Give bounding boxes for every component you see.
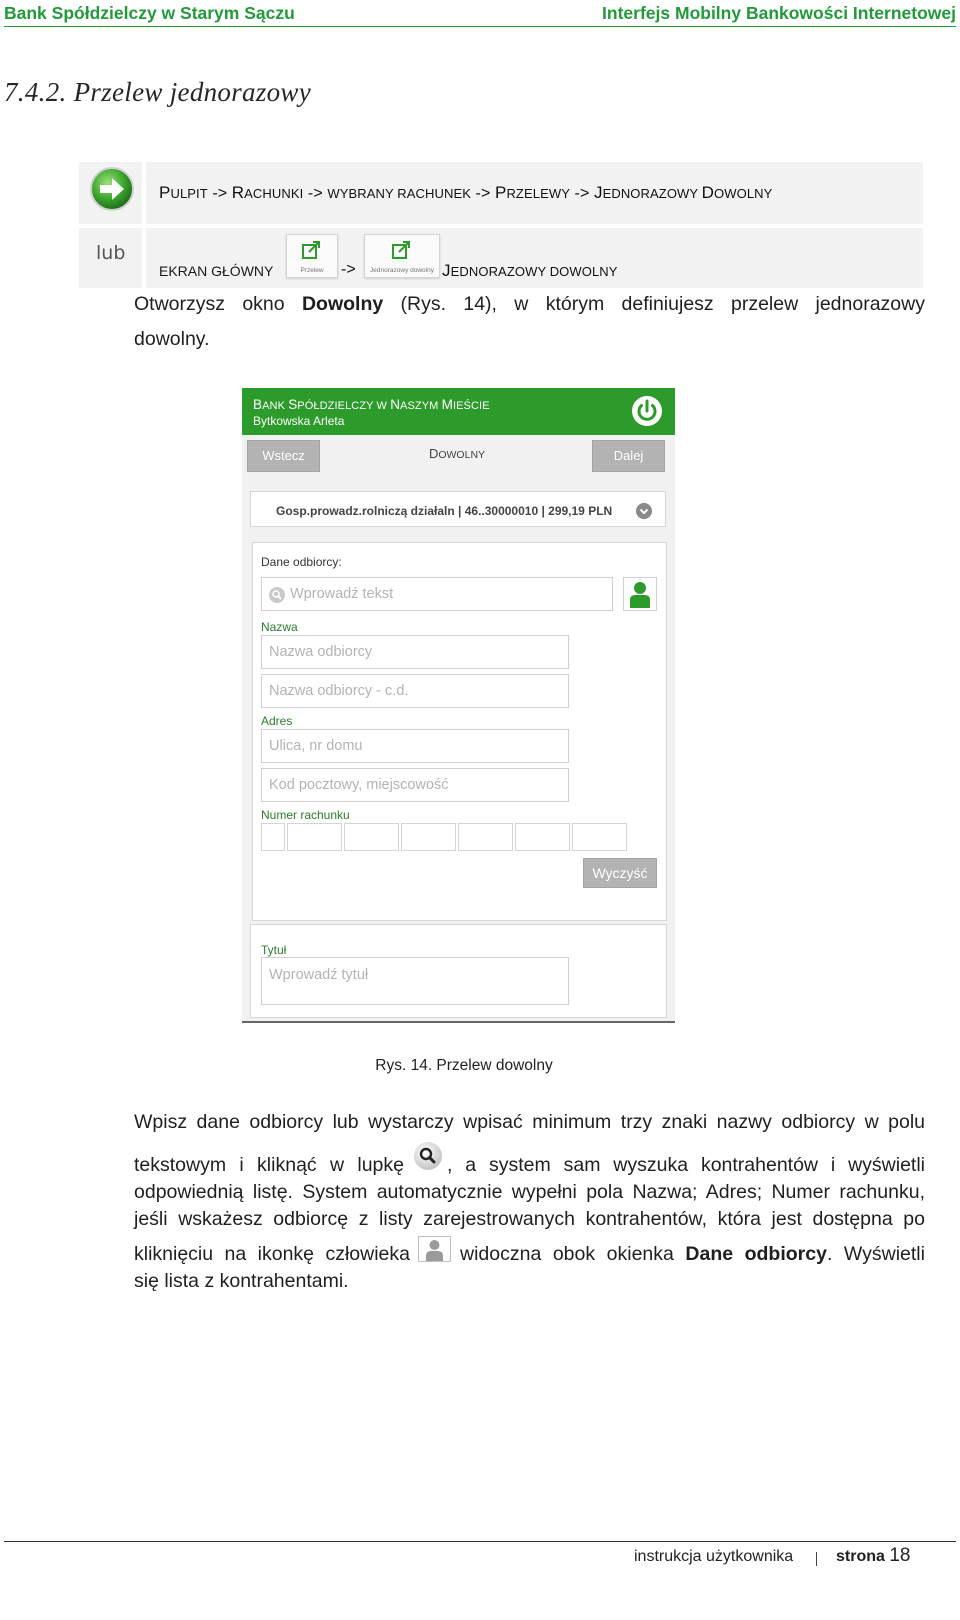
- search-placeholder: Wprowadź tekst: [290, 586, 394, 602]
- recipient-name2-input[interactable]: Nazwa odbiorcy - c.d.: [261, 674, 569, 708]
- app-bank-name: BANK SPÓŁDZIELCZY W NASZYM MIEŚCIE: [253, 397, 490, 412]
- body-line-2b: , a system sam wyszuka kontrahentów i wyświetli: [447, 1154, 925, 1176]
- transfer-icon: [391, 239, 413, 261]
- person-icon: [629, 580, 651, 608]
- next-button[interactable]: Dalej: [592, 440, 665, 472]
- recipient-label: Dane odbiorcy:: [261, 555, 342, 569]
- or-label: lub: [96, 242, 126, 264]
- jednorazowy-tile: [364, 234, 440, 278]
- intro-line-2: dowolny.: [134, 328, 210, 350]
- body-line-5a: kliknięciu na ikonkę człowieka: [134, 1243, 410, 1265]
- app-user-name: Bytkowska Arleta: [253, 414, 345, 428]
- przelew-tile: [286, 234, 338, 278]
- nav-path: PULPIT -> RACHUNKI -> WYBRANY RACHUNEK -> PRZELEWY -> JEDNORAZOWY DOWOLNY: [159, 183, 773, 202]
- account-number-segment[interactable]: [515, 823, 570, 851]
- nav-alt-cell: [146, 228, 923, 288]
- footer-separator: [816, 1552, 817, 1566]
- mobile-screen-mockup: [242, 388, 675, 1023]
- header-doc-title: Interfejs Mobilny Bankowości Internetowej: [602, 3, 956, 23]
- power-icon[interactable]: [631, 395, 663, 427]
- account-number-segment[interactable]: [344, 823, 399, 851]
- account-number-segment[interactable]: [572, 823, 627, 851]
- tile-caption: Jednorazowy dowolny: [370, 267, 434, 274]
- app-header-bar: [242, 388, 675, 435]
- street-input[interactable]: Ulica, nr domu: [261, 729, 569, 763]
- account-select-value: Gosp.prowadz.rolniczą działaln | 46..30000010 | 299,19 PLN: [276, 504, 613, 518]
- nav-icon-cell: [79, 162, 142, 224]
- name-label: Nazwa: [261, 620, 298, 634]
- nav-path-cell: [146, 162, 923, 224]
- transfer-title-input[interactable]: Wprowadź tytuł: [261, 957, 569, 1005]
- title-panel: [250, 924, 667, 1018]
- account-number-segment[interactable]: [458, 823, 513, 851]
- transfer-icon: [301, 239, 323, 261]
- nav-or-cell: [79, 228, 142, 288]
- recipient-panel: [252, 542, 667, 921]
- footer-divider: [4, 1541, 956, 1542]
- body-line-4: jeśli wskażesz odbiorcę z listy zarejestrowanych kontrahentów, która jest dostępna po: [134, 1208, 925, 1230]
- body-line-6: się lista z kontrahentami.: [134, 1270, 349, 1292]
- body-line-5b: widoczna obok okienka Dane odbiorcy. Wyświetli: [460, 1243, 925, 1265]
- address-label: Adres: [261, 714, 293, 728]
- clear-button[interactable]: Wyczyść: [583, 858, 657, 888]
- account-number-segment[interactable]: [261, 823, 285, 851]
- intro-line-1: Otworzysz okno Dowolny (Rys. 14), w którym definiujesz przelew jednorazowy: [134, 293, 925, 315]
- body-line-2a: tekstowym i kliknąć w lupkę: [134, 1154, 404, 1176]
- footer-doc-name: instrukcja użytkownika: [634, 1548, 794, 1565]
- section-title: 7.4.2. Przelew jednorazowy: [4, 77, 312, 107]
- header-bank-name: Bank Spółdzielczy w Starym Sączu: [4, 3, 295, 23]
- account-select[interactable]: [250, 491, 666, 527]
- tile-caption: Przelew: [300, 267, 324, 274]
- title-label: Tytuł: [261, 943, 287, 957]
- green-arrow-icon: [88, 165, 136, 213]
- search-icon[interactable]: [269, 587, 285, 603]
- search-icon: [413, 1141, 443, 1171]
- recipient-name-input[interactable]: Nazwa odbiorcy: [261, 635, 569, 669]
- target-screen-label: JEDNORAZOWY DOWOLNY: [442, 261, 618, 280]
- account-number-segment[interactable]: [401, 823, 456, 851]
- figure-caption: Rys. 14. Przelew dowolny: [375, 1057, 553, 1074]
- back-button[interactable]: Wstecz: [247, 440, 320, 472]
- header-divider: [4, 26, 956, 27]
- person-icon: [418, 1236, 451, 1262]
- body-line-1: Wpisz dane odbiorcy lub wystarczy wpisać minimum trzy znaki nazwy odbiorcy w polu: [134, 1111, 925, 1133]
- footer-page: strona 18: [836, 1545, 911, 1566]
- account-number-label: Numer rachunku: [261, 808, 350, 822]
- recipient-search-input[interactable]: [261, 577, 613, 611]
- nav-arrow: ->: [341, 261, 356, 278]
- contacts-button[interactable]: [623, 577, 657, 611]
- body-line-3: odpowiednią listę. System automatycznie wypełni pola Nazwa; Adres; Numer rachunku,: [134, 1181, 925, 1203]
- postal-city-input[interactable]: Kod pocztowy, miejscowość: [261, 768, 569, 802]
- account-number-segment[interactable]: [287, 823, 342, 851]
- home-screen-label: EKRAN GŁÓWNY: [159, 263, 274, 279]
- screen-title: DOWOLNY: [428, 446, 486, 461]
- chevron-down-icon: [636, 503, 652, 519]
